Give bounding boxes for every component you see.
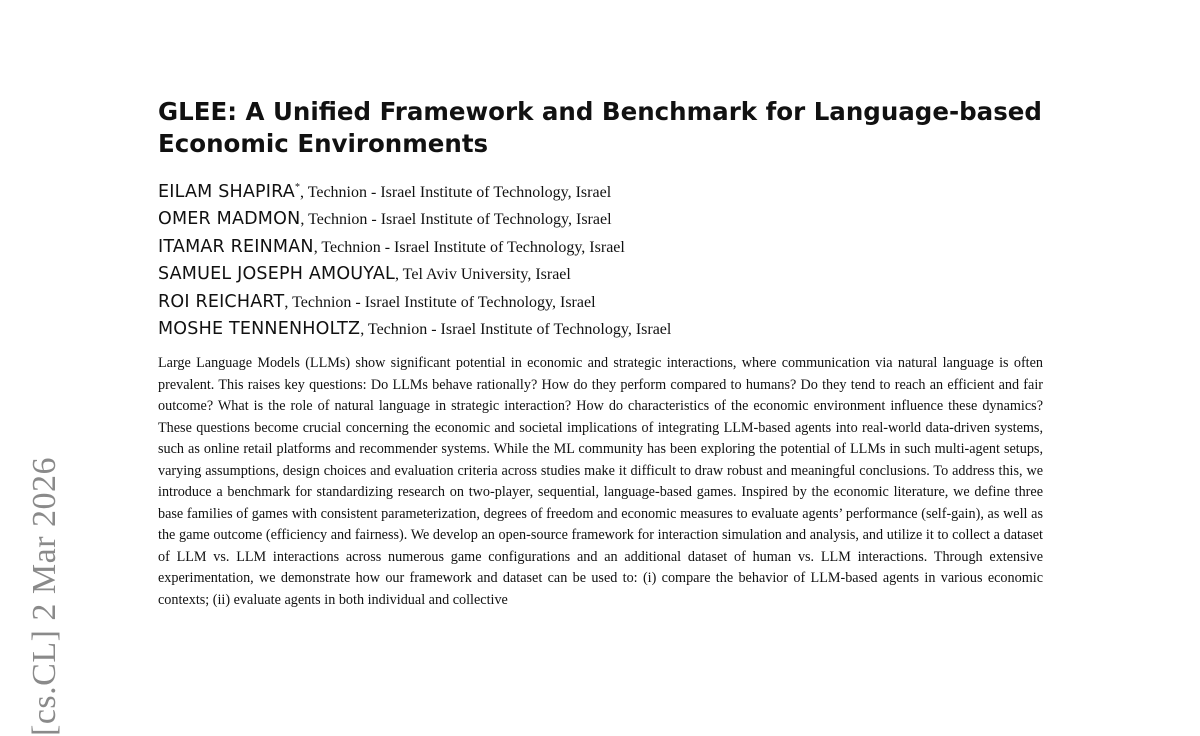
paper-first-page (158, 96, 1043, 626)
author-affiliation: , Tel Aviv University, Israel (394, 266, 571, 284)
author-affiliation: , Technion - Israel Institute of Technology, Israel (284, 293, 596, 311)
author-line (158, 206, 1043, 233)
author-line (158, 316, 1043, 343)
author-name: ITAMAR REINMAN (158, 236, 314, 257)
author-name: SAMUEL JOSEPH AMOUYAL (158, 264, 395, 285)
author-name: ROI REICHART (158, 291, 285, 312)
author-affiliation: , Technion - Israel Institute of Technology, Israel (299, 184, 612, 201)
arxiv-stamp (26, 336, 70, 736)
author-line (158, 289, 1043, 316)
arxiv-stamp-text: [cs.CL] 2 Mar 2026 (26, 456, 63, 736)
author-affiliation: , Technion - Israel Institute of Technology, Israel (300, 211, 612, 229)
paper-title: GLEE: A Unified Framework and Benchmark for Language-based Economic Environments (158, 97, 1042, 158)
author-name: MOSHE TENNENHOLTZ (158, 319, 361, 340)
abstract-text: Large Language Models (LLMs) show significant potential in economic and strategic interactions, where communication via natural language is often prevalent. This raises key questions: Do LLMs behave rationally? How do they perform compared to humans? Do they tend to reach an efficient and fair outcome? What is the role of natural language in strategic interaction? How do characteristics of the economic environment influence these dynamics? These questions become crucial concerning the economic and societal implications of integrating LLM-based agents into real-world data-driven systems, such as online retail platforms and recommender systems. While the ML community has been exploring the potential of LLMs in such multi-agent setups, varying assumptions, design choices and evaluation criteria across studies make it difficult to draw robust and meaningful conclusions. To address this, we introduce a benchmark for standardizing research on two-player, sequential, language-based games. Inspired by the economic literature, we define three base families of games with consistent parameterization, degrees of freedom and economic measures to evaluate agents’ performance (self-gain), as well as the game outcome (efficiency and fairness). We develop an open-source framework for interaction simulation and analysis, and utilize it to collect a dataset of LLM vs. LLM interactions across numerous game configurations and an additional dataset of human vs. LLM interactions. Through extensive experimentation, we demonstrate how our framework and dataset can be used to: (i) compare the behavior of LLM-based agents in various economic contexts; (ii) evaluate agents in both individual and collective (158, 355, 1043, 608)
author-name: OMER MADMON (158, 209, 301, 230)
author-line (158, 174, 1043, 206)
author-affiliation: , Technion - Israel Institute of Technology, Israel (360, 321, 672, 339)
author-line (158, 234, 1043, 261)
author-affiliation: , Technion - Israel Institute of Technology, Israel (313, 238, 625, 256)
author-line (158, 261, 1043, 288)
author-footnote-mark: * (294, 182, 300, 193)
author-name: EILAM SHAPIRA (158, 182, 295, 202)
author-list (158, 174, 1043, 343)
